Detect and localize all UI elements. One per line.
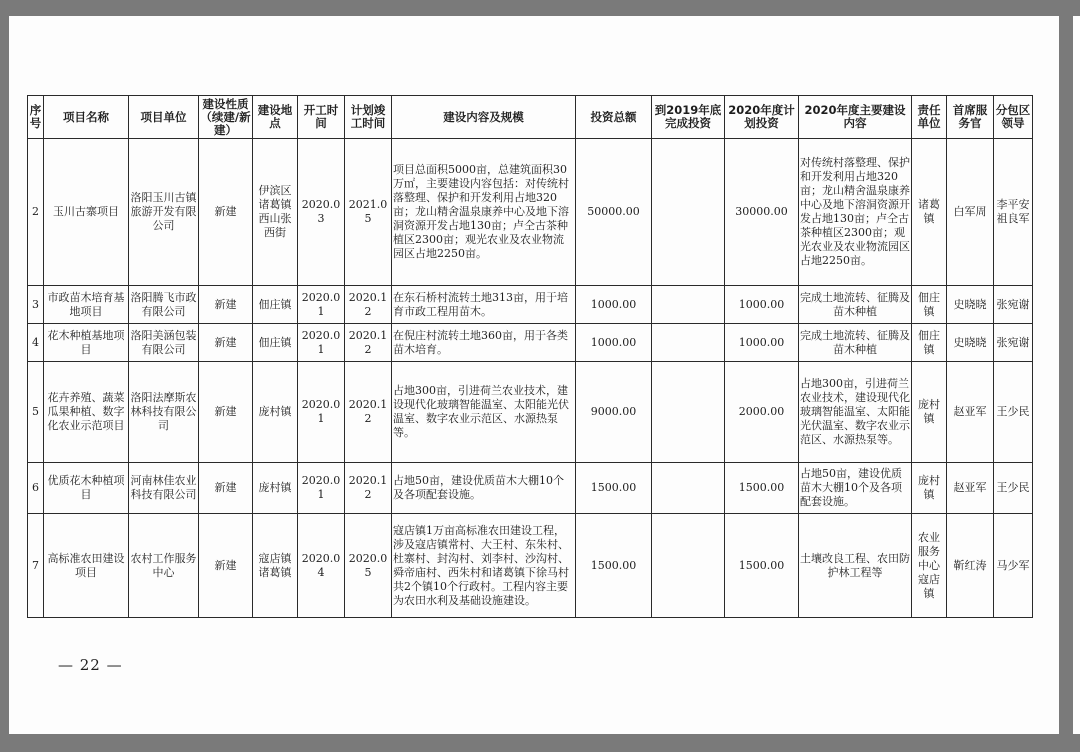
table-row bbox=[28, 362, 1033, 463]
cell-plan-2020: 1000.00 bbox=[725, 324, 799, 362]
cell-responsible-unit: 佃庄镇 bbox=[912, 324, 947, 362]
cell-main-2020: 完成土地流转、征腾及苗木种植 bbox=[799, 286, 912, 324]
cell-content: 在倪庄村流转土地360亩，用于各类苗木培育。 bbox=[392, 324, 576, 362]
page-number: — 22 — bbox=[58, 656, 123, 674]
header-chief-officer: 首席服务官 bbox=[947, 96, 994, 139]
cell-plan-2020: 2000.00 bbox=[725, 362, 799, 463]
cell-planned-end: 2020.12 bbox=[345, 463, 392, 514]
cell-nature: 新建 bbox=[199, 286, 253, 324]
cell-total-investment: 1500.00 bbox=[576, 514, 652, 618]
cell-main-2020: 完成土地流转、征腾及苗木种植 bbox=[799, 324, 912, 362]
cell-chief-officer: 白军周 bbox=[947, 139, 994, 286]
cell-main-2020: 土壤改良工程、农田防护林工程等 bbox=[799, 514, 912, 618]
header-total-investment: 投资总额 bbox=[576, 96, 652, 139]
cell-location: 寇店镇诸葛镇 bbox=[253, 514, 298, 618]
cell-content: 占地300亩，引进荷兰农业技术，建设现代化玻璃智能温室、太阳能光伏温室、数字农业示范区、水源热泵等。 bbox=[392, 362, 576, 463]
header-leader: 分包区领导 bbox=[994, 96, 1033, 139]
cell-nature: 新建 bbox=[199, 463, 253, 514]
cell-unit: 洛阳美涵包装有限公司 bbox=[129, 324, 199, 362]
cell-responsible-unit: 农业服务中心寇店镇 bbox=[912, 514, 947, 618]
cell-total-investment: 1000.00 bbox=[576, 286, 652, 324]
cell-completed-2019 bbox=[652, 362, 725, 463]
cell-name: 优质花木种植项目 bbox=[44, 463, 129, 514]
cell-leader: 张宛谢 bbox=[994, 286, 1033, 324]
cell-plan-2020: 30000.00 bbox=[725, 139, 799, 286]
cell-completed-2019 bbox=[652, 286, 725, 324]
cell-completed-2019 bbox=[652, 139, 725, 286]
cell-planned-end: 2020.12 bbox=[345, 362, 392, 463]
cell-start: 2020.04 bbox=[298, 514, 345, 618]
cell-completed-2019 bbox=[652, 324, 725, 362]
table-row bbox=[28, 514, 1033, 618]
cell-main-2020: 占地50亩，建设优质苗木大棚10个及各项配套设施。 bbox=[799, 463, 912, 514]
cell-leader: 马少军 bbox=[994, 514, 1033, 618]
cell-location: 佃庄镇 bbox=[253, 324, 298, 362]
header-unit: 项目单位 bbox=[129, 96, 199, 139]
table-row bbox=[28, 463, 1033, 514]
cell-unit: 农村工作服务中心 bbox=[129, 514, 199, 618]
cell-leader: 王少民 bbox=[994, 362, 1033, 463]
cell-responsible-unit: 佃庄镇 bbox=[912, 286, 947, 324]
cell-start: 2020.03 bbox=[298, 139, 345, 286]
cell-seq: 2 bbox=[28, 139, 44, 286]
cell-start: 2020.01 bbox=[298, 463, 345, 514]
cell-name: 高标准农田建设项目 bbox=[44, 514, 129, 618]
header-planned-end: 计划竣工时间 bbox=[345, 96, 392, 139]
cell-planned-end: 2021.05 bbox=[345, 139, 392, 286]
header-nature: 建设性质（续建/新建） bbox=[200, 96, 251, 137]
cell-start: 2020.01 bbox=[298, 286, 345, 324]
cell-seq: 3 bbox=[28, 286, 44, 324]
cell-chief-officer: 赵亚军 bbox=[947, 463, 994, 514]
cell-leader: 王少民 bbox=[994, 463, 1033, 514]
project-table bbox=[27, 95, 1033, 618]
cell-location: 庞村镇 bbox=[253, 463, 298, 514]
cell-completed-2019 bbox=[652, 463, 725, 514]
cell-name: 花木种植基地项目 bbox=[44, 324, 129, 362]
cell-main-2020: 对传统村落整理、保护和开发利用占地320亩；龙山精舍温泉康养中心及地下溶洞资源开发占地130亩；卢仝古茶种植区2300亩；观光农业及农业物流园区占地2250亩。 bbox=[799, 139, 912, 286]
cell-content: 占地50亩，建设优质苗木大棚10个及各项配套设施。 bbox=[392, 463, 576, 514]
cell-leader: 张宛谢 bbox=[994, 324, 1033, 362]
cell-unit: 河南林佳农业科技有限公司 bbox=[129, 463, 199, 514]
header-main-2020: 2020年度主要建设内容 bbox=[799, 96, 912, 139]
cell-leader: 李平安祖良军 bbox=[994, 139, 1033, 286]
cell-start: 2020.01 bbox=[298, 362, 345, 463]
cell-planned-end: 2020.12 bbox=[345, 286, 392, 324]
cell-content: 项目总面积5000亩，总建筑面积30万㎡，主要建设内容包括：对传统村落整理、保护和开发利用占地320亩；龙山精舍温泉康养中心及地下溶洞资源开发占地130亩；卢仝古茶种植区2300亩；观光农业及农业物流园区占地2250亩。 bbox=[392, 139, 576, 286]
header-location: 建设地点 bbox=[253, 96, 298, 139]
next-page-edge bbox=[1073, 16, 1080, 734]
cell-plan-2020: 1500.00 bbox=[725, 514, 799, 618]
cell-responsible-unit: 庞村镇 bbox=[912, 463, 947, 514]
header-completed-2019: 到2019年底完成投资 bbox=[652, 96, 725, 139]
cell-nature: 新建 bbox=[199, 324, 253, 362]
cell-total-investment: 1500.00 bbox=[576, 463, 652, 514]
cell-responsible-unit: 庞村镇 bbox=[912, 362, 947, 463]
cell-chief-officer: 史晓晓 bbox=[947, 324, 994, 362]
table-header-row bbox=[28, 96, 1033, 139]
table-row bbox=[28, 324, 1033, 362]
cell-name: 花卉养殖、蔬菜瓜果种植、数字化农业示范项目 bbox=[44, 362, 129, 463]
cell-seq: 6 bbox=[28, 463, 44, 514]
table-row bbox=[28, 286, 1033, 324]
cell-chief-officer: 赵亚军 bbox=[947, 362, 994, 463]
cell-content: 寇店镇1万亩高标准农田建设工程，涉及寇店镇常村、大王村、东朱村、杜寨村、封沟村、刘李村、沙沟村、舜帝庙村、西朱村和诸葛镇下徐马村共2个镇10个行政村。工程内容主要为农田水利及基础设施建设。 bbox=[392, 514, 576, 618]
cell-start: 2020.01 bbox=[298, 324, 345, 362]
cell-plan-2020: 1000.00 bbox=[725, 286, 799, 324]
header-seq: 序号 bbox=[28, 96, 44, 139]
cell-unit: 洛阳腾飞市政有限公司 bbox=[129, 286, 199, 324]
cell-name: 玉川古寨项目 bbox=[44, 139, 129, 286]
cell-main-2020: 占地300亩，引进荷兰农业技术，建设现代化玻璃智能温室、太阳能光伏温室、数字农业示范区、水源热泵等。 bbox=[799, 362, 912, 463]
header-name: 项目名称 bbox=[44, 96, 129, 139]
cell-total-investment: 1000.00 bbox=[576, 324, 652, 362]
cell-location: 伊滨区诸葛镇西山张西街 bbox=[253, 139, 298, 286]
header-responsible-unit: 责任单位 bbox=[912, 96, 947, 139]
cell-content: 在东石桥村流转土地313亩，用于培育市政工程用苗木。 bbox=[392, 286, 576, 324]
cell-chief-officer: 靳红涛 bbox=[947, 514, 994, 618]
header-content: 建设内容及规模 bbox=[392, 96, 576, 139]
cell-responsible-unit: 诸葛镇 bbox=[912, 139, 947, 286]
cell-seq: 7 bbox=[28, 514, 44, 618]
cell-unit: 洛阳玉川古镇旅游开发有限公司 bbox=[129, 139, 199, 286]
cell-name: 市政苗木培育基地项目 bbox=[44, 286, 129, 324]
cell-planned-end: 2020.05 bbox=[345, 514, 392, 618]
cell-planned-end: 2020.12 bbox=[345, 324, 392, 362]
cell-chief-officer: 史晓晓 bbox=[947, 286, 994, 324]
header-start: 开工时间 bbox=[298, 96, 345, 139]
cell-nature: 新建 bbox=[199, 362, 253, 463]
cell-unit: 洛阳法摩斯农林科技有限公司 bbox=[129, 362, 199, 463]
cell-location: 佃庄镇 bbox=[253, 286, 298, 324]
cell-completed-2019 bbox=[652, 514, 725, 618]
cell-total-investment: 9000.00 bbox=[576, 362, 652, 463]
header-plan-2020: 2020年度计划投资 bbox=[725, 96, 799, 139]
table-row bbox=[28, 139, 1033, 286]
cell-seq: 5 bbox=[28, 362, 44, 463]
cell-seq: 4 bbox=[28, 324, 44, 362]
cell-plan-2020: 1500.00 bbox=[725, 463, 799, 514]
cell-nature: 新建 bbox=[199, 139, 253, 286]
cell-total-investment: 50000.00 bbox=[576, 139, 652, 286]
cell-location: 庞村镇 bbox=[253, 362, 298, 463]
cell-nature: 新建 bbox=[199, 514, 253, 618]
